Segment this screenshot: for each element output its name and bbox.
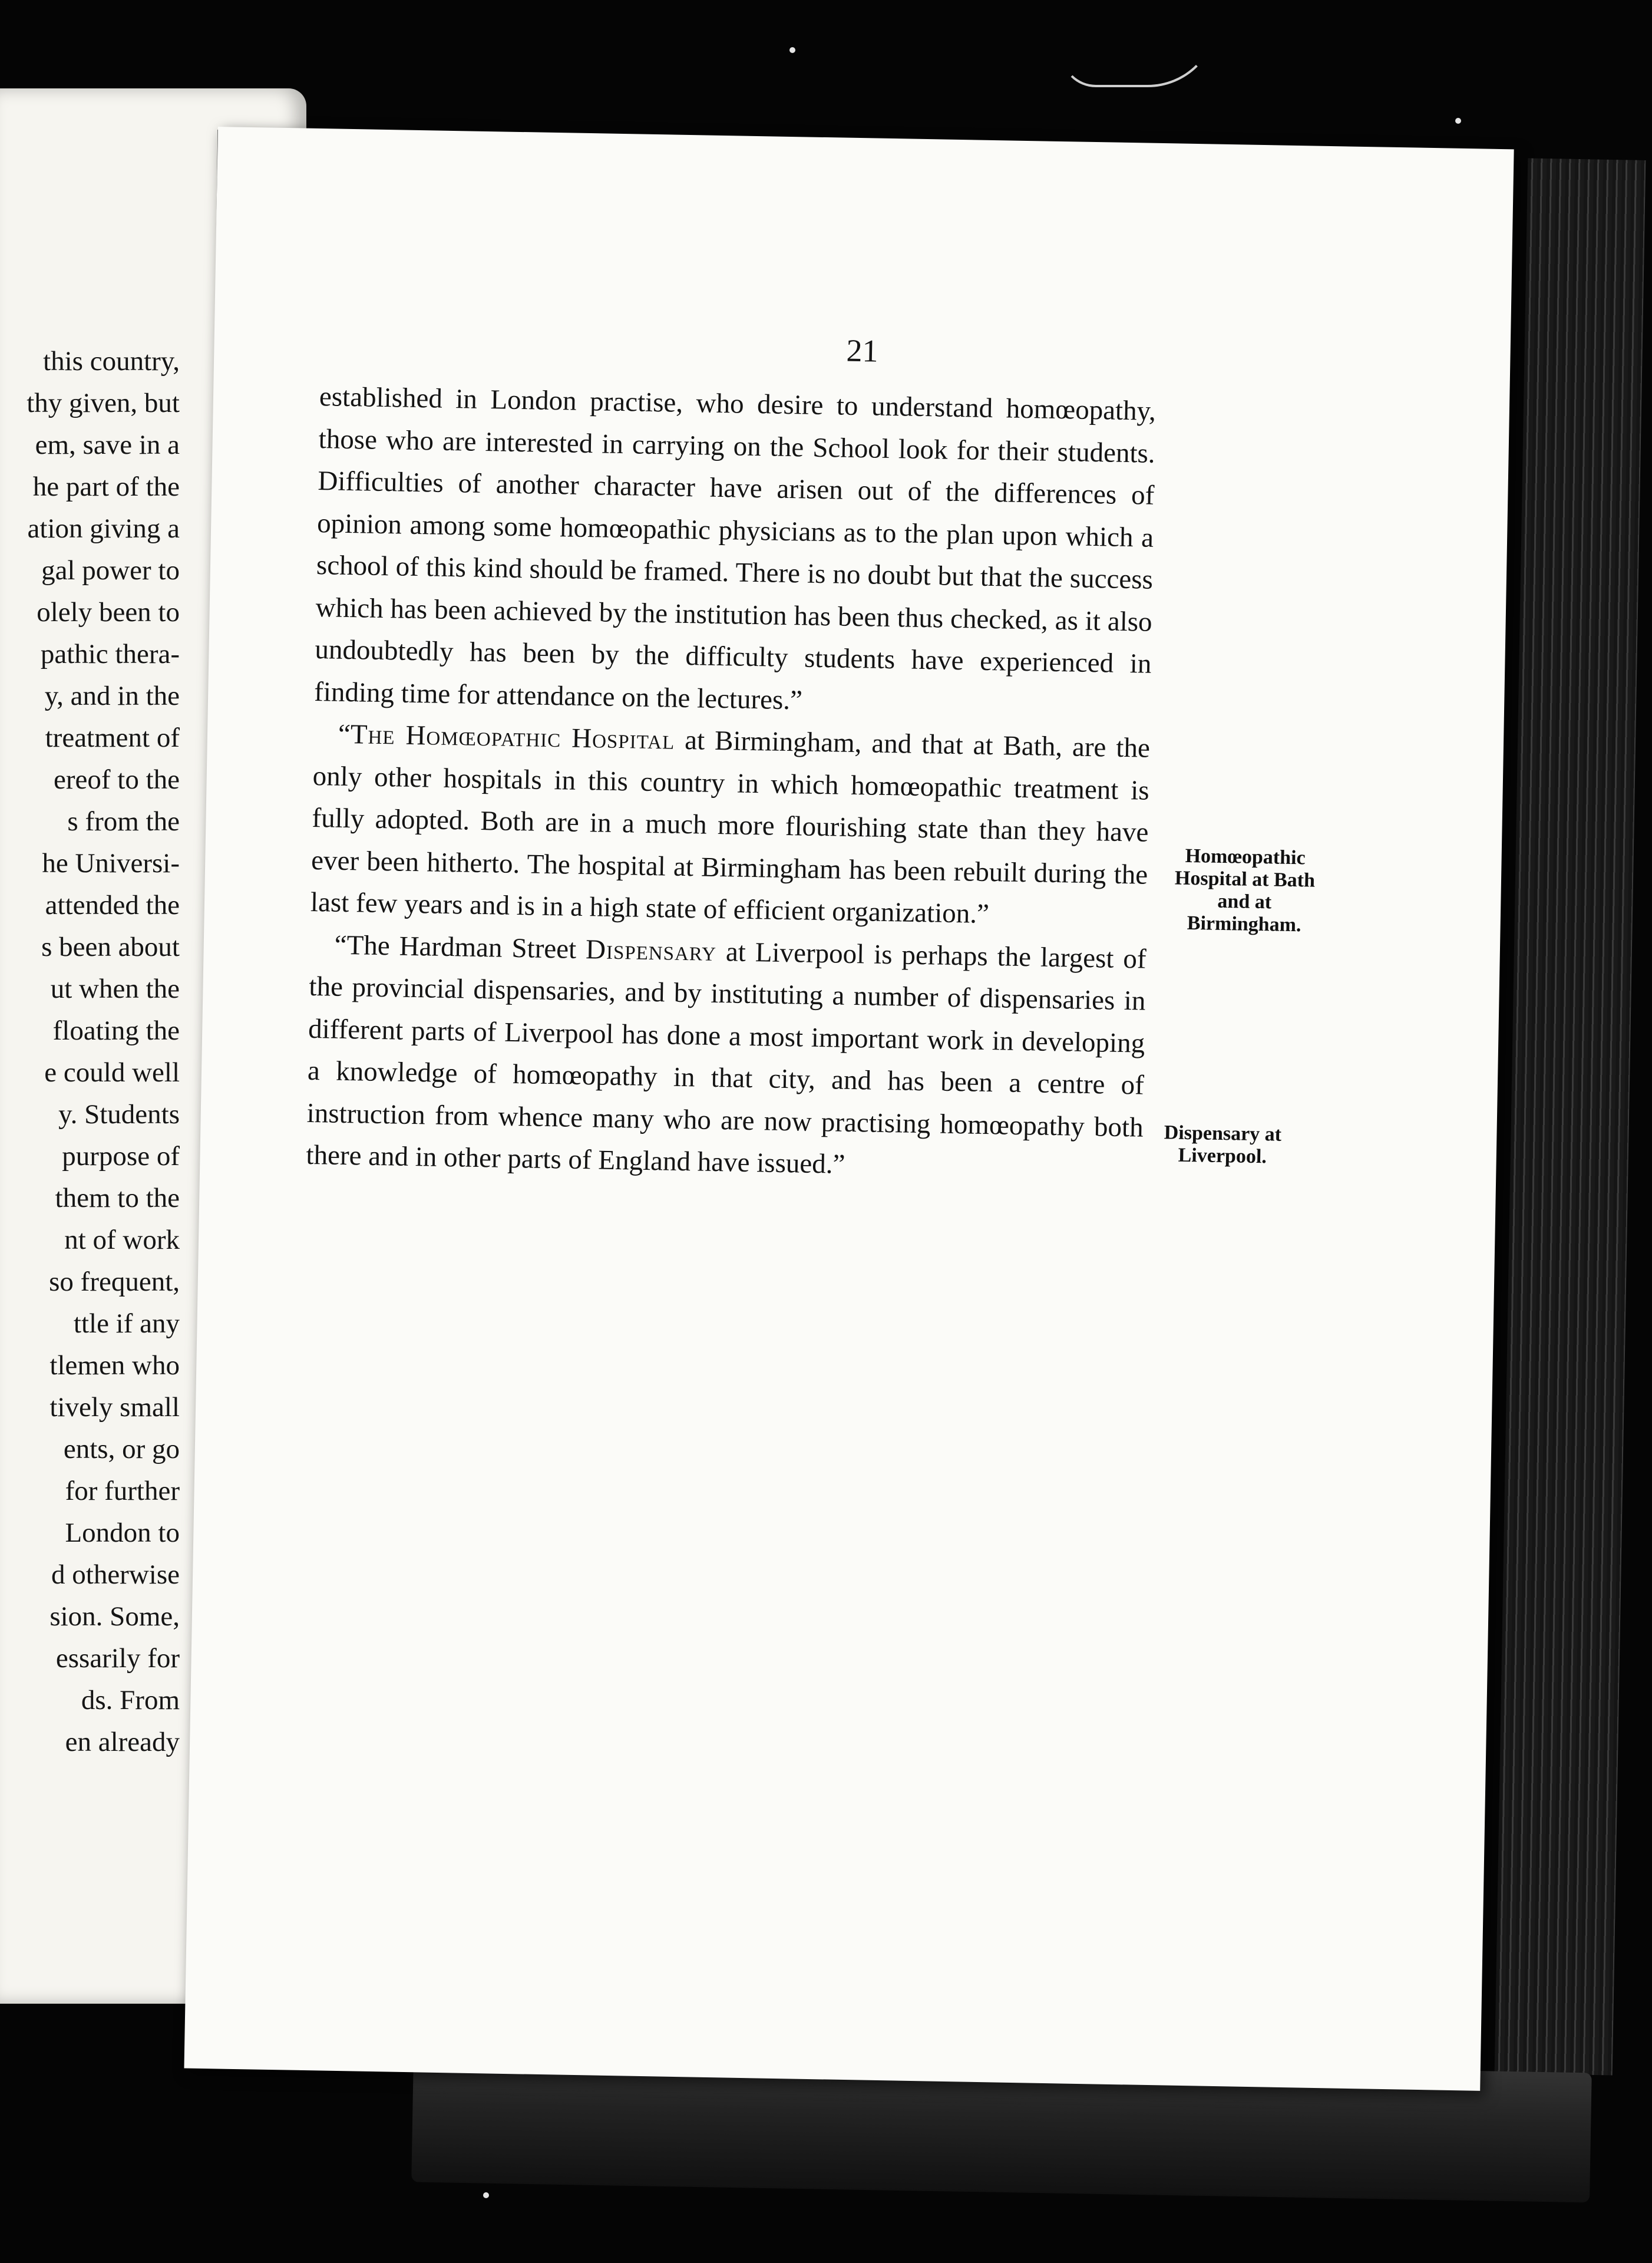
- left-line: ds. From: [81, 1685, 180, 1716]
- left-line: treatment of: [45, 723, 180, 753]
- paragraph-text: at Liverpool is perhaps the largest of the provincial dispensaries, and by instituting a number of dispensaries in different parts of Liverpool has done a most important work in developing a knowledge of homœopathy in that city, and has been a centre of instruction from whence many who are now practising homœopathy both there and in other parts of England have issued.”: [306, 936, 1147, 1180]
- left-line: ation giving a: [27, 513, 180, 544]
- left-line: so frequent,: [49, 1266, 180, 1297]
- paragraph-continued: established in London practise, who desire to understand homœopathy, those who are interested in carrying on the School look for their students. Difficulties of another character have arisen out of the differences of opinion among some homœopathic physicians as to the plan upon which a school of this kind should be framed. There is no doubt but that the success which has been achieved by the institution has been thus checked, as it also undoubtedly has been by the difficulty students have experienced in finding time for attendance on the lectures.”: [313, 381, 1157, 715]
- left-line: for further: [65, 1476, 180, 1506]
- left-line: London to: [65, 1518, 180, 1548]
- hair-artifact: [1060, 6, 1218, 87]
- paragraph-lead: “The Hardman Street: [334, 929, 586, 965]
- dust-speck: [1455, 118, 1461, 124]
- left-line: he part of the: [32, 471, 180, 502]
- left-line: y. Students: [58, 1099, 180, 1130]
- small-caps-heading: The Homœopathic Hospital: [350, 719, 675, 756]
- left-line: e could well: [44, 1057, 180, 1088]
- left-line: them to the: [55, 1183, 180, 1213]
- left-line: ut when the: [50, 974, 180, 1004]
- paragraph-hospital: [310, 713, 1150, 938]
- left-line: purpose of: [62, 1141, 180, 1172]
- main-text-block: [306, 376, 1156, 1191]
- page-number: 21: [846, 332, 879, 369]
- left-line: thy given, but: [27, 388, 180, 418]
- left-line: em, save in a: [35, 430, 180, 460]
- left-line: s been about: [41, 932, 180, 962]
- left-line: ereof to the: [53, 764, 180, 795]
- dust-speck: [483, 2192, 489, 2198]
- left-line: d otherwise: [51, 1559, 180, 1590]
- left-line: s from the: [67, 806, 180, 837]
- left-line: essarily for: [55, 1643, 180, 1674]
- left-line: y, and in the: [44, 681, 180, 711]
- left-line: pathic thera-: [40, 639, 180, 669]
- dust-speck: [789, 47, 795, 53]
- left-line: tively small: [49, 1392, 180, 1423]
- small-caps-heading: Dispensary: [585, 933, 717, 967]
- right-page: [184, 127, 1514, 2091]
- marginal-note-hospital: Homœopathic Hospital at Bath and at Birmingham.: [1174, 844, 1316, 936]
- left-line: ents, or go: [63, 1434, 180, 1464]
- left-line: floating the: [52, 1015, 180, 1046]
- left-line: gal power to: [41, 555, 180, 586]
- left-line: he Universi-: [42, 848, 180, 879]
- left-line: olely been to: [37, 597, 180, 628]
- paragraph-dispensary: [306, 923, 1147, 1191]
- open-quote: “: [338, 718, 351, 750]
- left-line: this country,: [43, 346, 180, 377]
- left-line: sion. Some,: [49, 1601, 180, 1632]
- page-edges: [1495, 159, 1646, 2076]
- marginal-note-dispensary: Dispensary at Liverpool.: [1164, 1121, 1282, 1168]
- left-line: attended the: [45, 890, 180, 921]
- paragraph-text: at Birmingham, and that at Bath, are the only other hospitals in this country in which homœopathic treatment is fully adopted. Both are in a much more flourishing state than they have ever been hitherto. The hospital at Birmingham has been rebuilt during the last few years and is in a high state of efficient organization.”: [310, 724, 1151, 930]
- left-line: tlemen who: [49, 1350, 180, 1381]
- left-line: en already: [65, 1727, 180, 1757]
- left-line: nt of work: [64, 1225, 180, 1255]
- left-line: ttle if any: [73, 1308, 180, 1339]
